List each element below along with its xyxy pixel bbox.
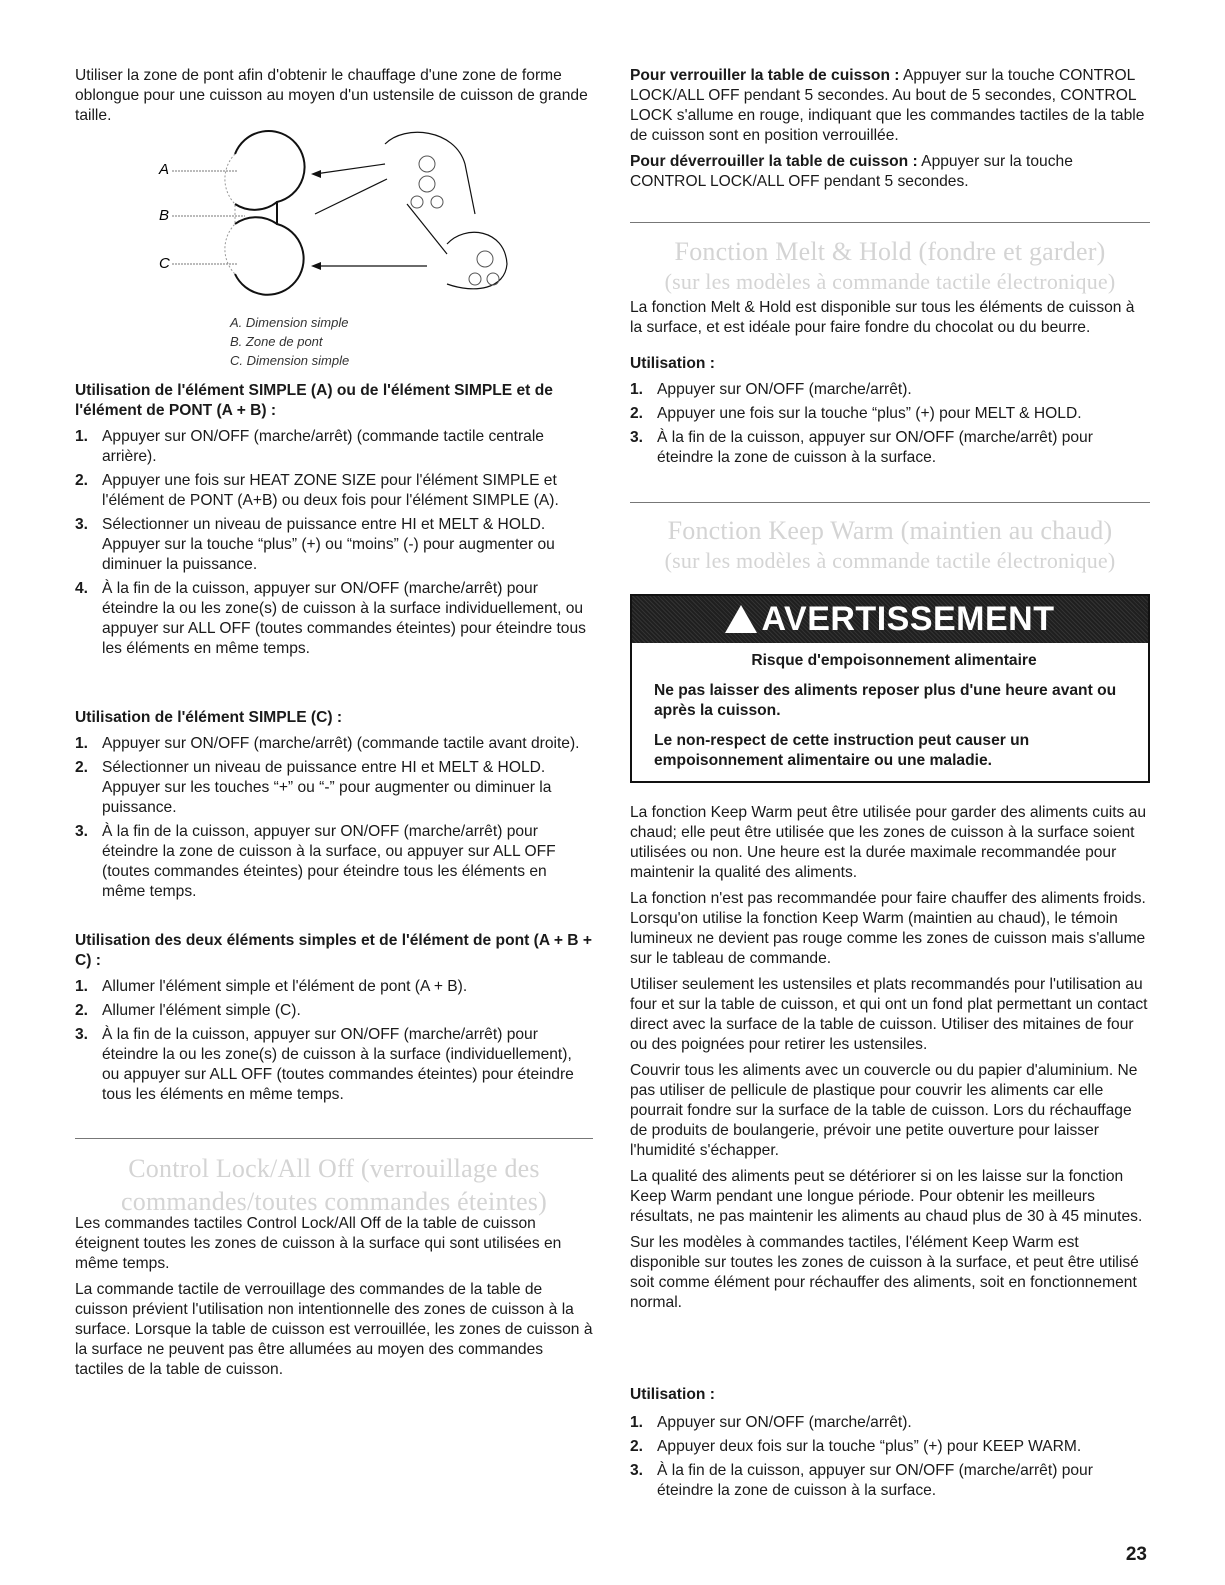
steps-list bbox=[75, 427, 593, 659]
paragraph: Sur les modèles à commandes tactiles, l'élément Keep Warm est disponible sur toutes les zones de cuisson à la surface, et peut être utilisé soit comme élément pour réchauffer des aliments, soit en fonctionnement normal. bbox=[630, 1234, 1139, 1311]
warning-box bbox=[630, 594, 1150, 783]
list-item: 1. Allumer l'élément simple et l'élément de pont (A + B). bbox=[75, 978, 468, 995]
warning-subtitle: Risque d'empoisonnement alimentaire bbox=[751, 652, 1037, 669]
paragraph: La fonction Keep Warm peut être utilisée pour garder des aliments cuits au chaud; elle peut être utilisée que les zones de cuisson à la surface soient utilisées ou non. Une heure est la durée maximale recommandée pour maintenir la qualité des aliments. bbox=[630, 804, 1147, 881]
steps-list bbox=[630, 1413, 1150, 1501]
caption-c: C. Dimension simple bbox=[230, 353, 350, 368]
page-number: 23 bbox=[1125, 1544, 1147, 1565]
label-b: B bbox=[159, 207, 170, 224]
section-heading: Utilisation de l'élément SIMPLE (A) ou de l'élément SIMPLE et de l'élément de PONT (A + B) : bbox=[75, 382, 553, 419]
keep-warm-title: Fonction Keep Warm (maintien au chaud) (sur les modèles à commande tactile électronique) bbox=[664, 516, 1116, 573]
warning-header: AVERTISSEMENT bbox=[632, 596, 1148, 643]
melt-hold-section bbox=[630, 298, 1150, 472]
figure-captions bbox=[230, 313, 349, 370]
divider bbox=[630, 222, 1150, 223]
section-heading: Utilisation : bbox=[630, 355, 715, 372]
label-c: C bbox=[159, 255, 170, 272]
label-a: A bbox=[159, 161, 170, 178]
section-heading: Utilisation de l'élément SIMPLE (C) : bbox=[75, 709, 343, 726]
bridge-element-figure bbox=[75, 124, 593, 374]
paragraph: La qualité des aliments peut se détériorer si on les laisse sur la fonction Keep Warm pendant une longue période. Pour obtenir les meilleurs résultats, ne pas maintenir les aliments au chaud plus de 30 à 45 minutes. bbox=[630, 1168, 1143, 1225]
list-item: 1. Appuyer sur ON/OFF (marche/arrêt). bbox=[630, 381, 912, 398]
list-item: 3. Sélectionner un niveau de puissance entre HI et MELT & HOLD. Appuyer sur la touche “plus” (+) ou “moins” (-) pour augmenter ou diminuer la puissance. bbox=[75, 516, 555, 573]
steps-list bbox=[75, 734, 593, 902]
list-item: 2. Appuyer une fois sur la touche “plus” (+) pour MELT & HOLD. bbox=[630, 405, 1082, 422]
paragraph: Pour déverrouiller la table de cuisson : Appuyer sur la touche CONTROL LOCK/ALL OFF pendant 5 secondes. bbox=[630, 153, 1073, 190]
list-item: 3. À la fin de la cuisson, appuyer sur ON/OFF (marche/arrêt) pour éteindre la zone de cuisson à la surface. bbox=[630, 429, 1093, 466]
caption-a: A. Dimension simple bbox=[230, 315, 349, 330]
list-item: 3. À la fin de la cuisson, appuyer sur ON/OFF (marche/arrêt) pour éteindre la zone de cuisson à la surface. bbox=[630, 1462, 1093, 1499]
paragraph: La commande tactile de verrouillage des commandes de la table de cuisson prévient l'utilisation non intentionnelle des zones de cuisson à la surface. Lorsque la table de cuisson est verrouillée, les zones de cuisson à la surface ne peuvent pas être allumées au moyen des commandes tactiles de la table de cuisson. bbox=[75, 1281, 593, 1378]
list-item: 3. À la fin de la cuisson, appuyer sur ON/OFF (marche/arrêt) pour éteindre la ou les zone(s) de cuisson à la surface (individuellement), ou appuyer sur ALL OFF (toutes commandes éteintes) pour éteindre tous les éléments en même temps. bbox=[75, 1026, 574, 1103]
divider bbox=[630, 502, 1150, 503]
list-item: 1. Appuyer sur ON/OFF (marche/arrêt) (commande tactile centrale arrière). bbox=[75, 428, 544, 465]
paragraph: Utiliser seulement les ustensiles et plats recommandés pour l'utilisation au four et sur la table de cuisson, et qui ont un fond plat permettant un contact direct avec la surface de la table de cuisson. Utiliser des mitaines de four ou des poignées pour retirer les ustensiles. bbox=[630, 976, 1148, 1053]
section-simple-bridge bbox=[75, 381, 593, 663]
section-all-elements bbox=[75, 931, 593, 1109]
intro-paragraph: Utiliser la zone de pont afin d'obtenir le chauffage d'une zone de forme oblongue pour une cuisson au moyen d'un ustensile de cuisson de grande taille. bbox=[75, 67, 588, 124]
section-heading: Utilisation des deux éléments simples et de l'élément de pont (A + B + C) : bbox=[75, 932, 592, 969]
section-heading: Utilisation : bbox=[630, 1386, 715, 1403]
paragraph: La fonction Melt & Hold est disponible sur tous les éléments de cuisson à la surface, et est idéale pour faire fondre du chocolat ou du beurre. bbox=[630, 299, 1135, 336]
section-simple-c bbox=[75, 708, 593, 906]
list-item: 1. Appuyer sur ON/OFF (marche/arrêt) (commande tactile avant droite). bbox=[75, 735, 580, 752]
steps-list bbox=[630, 380, 1150, 468]
list-item: 1. Appuyer sur ON/OFF (marche/arrêt). bbox=[630, 1414, 912, 1431]
keep-warm-text bbox=[630, 803, 1150, 1313]
cooktop-zone-diagram bbox=[75, 124, 593, 314]
control-lock-title: Control Lock/All Off (verrouillage des commandes/toutes commandes éteintes) bbox=[121, 1154, 547, 1216]
list-item: 2. Appuyer une fois sur HEAT ZONE SIZE pour l'élément SIMPLE et l'élément de PONT (A+B) ou deux fois pour l'élément SIMPLE (A). bbox=[75, 472, 559, 509]
paragraph: Couvrir tous les aliments avec un couvercle ou du papier d'aluminium. Ne pas utiliser de pellicule de plastique pour couvrir les aliments car elle pourrait fondre sur la surface de la table de cuisson. Lors du réchauffage de produits de boulangerie, prévoir une petite ouverture pour laisser l'humidité s'échapper. bbox=[630, 1062, 1138, 1159]
melt-hold-title: Fonction Melt & Hold (fondre et garder) (sur les modèles à commande tactile électronique) bbox=[664, 237, 1116, 294]
caption-b: B. Zone de pont bbox=[230, 334, 323, 349]
warning-line: Le non-respect de cette instruction peut causer un empoisonnement alimentaire ou une maladie. bbox=[654, 732, 1030, 769]
paragraph: La fonction n'est pas recommandée pour faire chauffer des aliments froids. Lorsqu'on utilise la fonction Keep Warm (maintien au chaud), le témoin lumineux ne devient pas rouge comme les zones de cuisson mais s'allume sur le tableau de commande. bbox=[630, 890, 1146, 967]
list-item: 2. Appuyer deux fois sur la touche “plus” (+) pour KEEP WARM. bbox=[630, 1438, 1082, 1455]
lock-instructions bbox=[630, 66, 1150, 192]
warning-line: Ne pas laisser des aliments reposer plus d'une heure avant ou après la cuisson. bbox=[654, 682, 1117, 719]
divider bbox=[75, 1138, 593, 1139]
warning-triangle-icon bbox=[725, 605, 757, 633]
list-item: 4. À la fin de la cuisson, appuyer sur ON/OFF (marche/arrêt) pour éteindre la ou les zone(s) de cuisson à la surface individuellement, ou appuyer sur ALL OFF (toutes commandes éteintes) pour éteindre tous les éléments en même temps. bbox=[75, 580, 586, 657]
list-item: 2. Sélectionner un niveau de puissance entre HI et MELT & HOLD. Appuyer sur les touches “+” ou “-” pour augmenter ou diminuer la puissance. bbox=[75, 759, 552, 816]
list-item: 3. À la fin de la cuisson, appuyer sur ON/OFF (marche/arrêt) pour éteindre la zone de cuisson à la surface, ou appuyer sur ALL OFF (toutes commandes éteintes) pour éteindre tous les éléments en même temps. bbox=[75, 823, 556, 900]
paragraph: Les commandes tactiles Control Lock/All Off de la table de cuisson éteignent toutes les zones de cuisson à la surface qui sont utilisées en même temps. bbox=[75, 1215, 562, 1272]
control-lock-text bbox=[75, 1214, 593, 1380]
paragraph: Pour verrouiller la table de cuisson : Appuyer sur la touche CONTROL LOCK/ALL OFF pendant 5 secondes. Au bout de 5 secondes, CONTROL LOCK s'allume en rouge, indiquant que les commandes tactiles de la table de cuisson sont en position verrouillée. bbox=[630, 67, 1145, 144]
keep-warm-usage bbox=[630, 1385, 1150, 1505]
steps-list bbox=[75, 977, 593, 1105]
list-item: 2. Allumer l'élément simple (C). bbox=[75, 1002, 301, 1019]
